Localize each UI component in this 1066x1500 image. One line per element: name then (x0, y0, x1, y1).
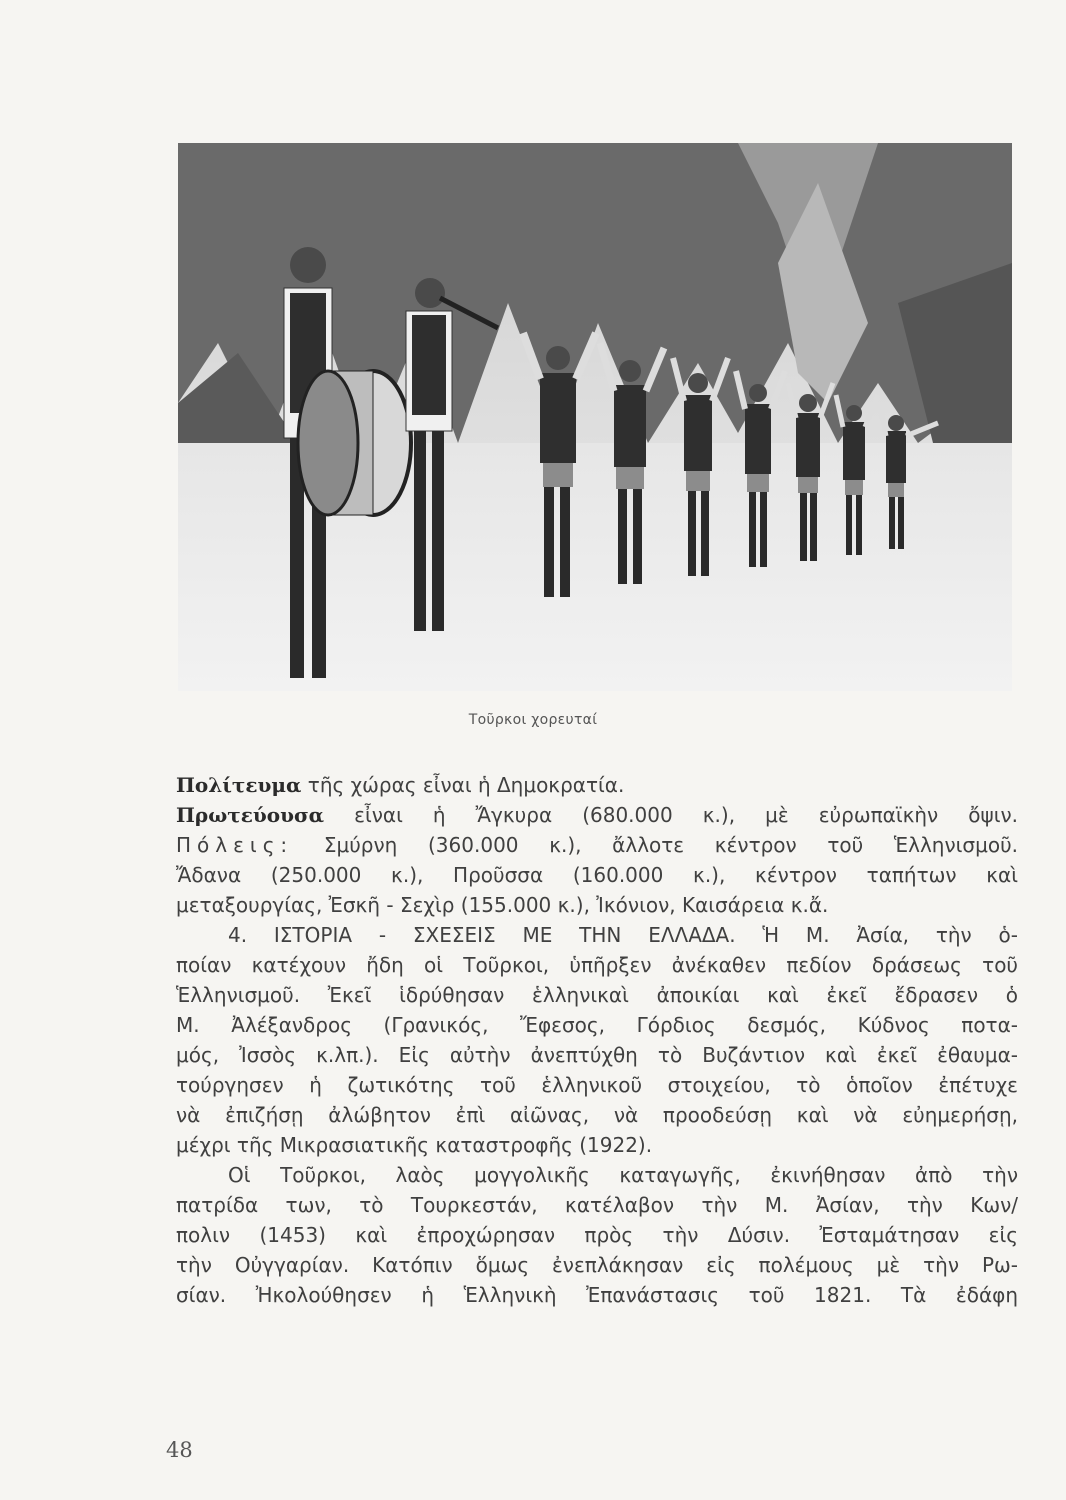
history-line-3: Ἑλληνισμοῦ. Ἐκεῖ ἱδρύθησαν ἑλληνικαὶ ἀποικίαι καὶ ἐκεῖ ἔδρασεν ὁ (176, 983, 1018, 1007)
polity-text: τῆς χώρας εἶναι ἡ Δημοκρατία. (301, 773, 625, 797)
history-line-4: Μ. Ἀλέξανδρος (Γρανικός, Ἔφεσος, Γόρδιος δεσμός, Κύδνος ποτα- (176, 1013, 1018, 1037)
cities-line (176, 830, 1018, 860)
turks-line-2: πατρίδα των, τὸ Τουρκεστάν, κατέλαβον τὴν Μ. Ἀσίαν, τὴν Κων/ (176, 1193, 1018, 1217)
cities-line-2: Ἄδανα (250.000 κ.), Προῦσσα (160.000 κ.), κέντρον ταπήτων καὶ (176, 863, 1018, 887)
page-number: 48 (166, 1438, 193, 1462)
capital-line (176, 800, 1018, 830)
turks-line-5: σίαν. Ἠκολούθησεν ἡ Ἑλληνικὴ Ἐπανάστασις τοῦ 1821. Τὰ ἐδάφη (176, 1283, 1018, 1307)
capital-text: εἶναι ἡ Ἄγκυρα (680.000 κ.), μὲ εὐρωπαϊκὴν ὄψιν. (324, 803, 1018, 827)
turks-line-1: Οἱ Τοῦρκοι, λαὸς μογγολικῆς καταγωγῆς, ἐκινήθησαν ἀπὸ τὴν (228, 1163, 1018, 1187)
turks-line-3: πολιν (1453) καὶ ἐπροχώρησαν πρὸς τὴν Δύσιν. Ἐσταμάτησαν εἰς (176, 1223, 1018, 1247)
history-line-8: μέχρι τῆς Μικρασιατικῆς καταστροφῆς (1922). (176, 1133, 653, 1157)
dancers-photo (178, 143, 1012, 691)
drum (298, 371, 411, 515)
body-text (176, 770, 1018, 1310)
history-line-2: ποίαν κατέχουν ἤδη οἱ Τοῦρκοι, ὑπῆρξεν ἀνέκαθεν πεδίον δράσεως τοῦ (176, 953, 1018, 977)
polity-line (176, 770, 1018, 800)
history-line-1: 4. ΙΣΤΟΡΙΑ - ΣΧΕΣΕΙΣ ΜΕ ΤΗΝ ΕΛΛΑΔΑ. Ἡ Μ. Ἀσία, τὴν ὁ- (228, 923, 1018, 947)
cities-text: Σμύρνη (360.000 κ.), ἄλλοτε κέντρον τοῦ Ἑλληνισμοῦ. (293, 833, 1018, 857)
cities-label: Πόλεις: (176, 833, 294, 857)
history-line-6: τούργησεν ἡ ζωτικότης τοῦ ἑλληνικοῦ στοιχείου, τὸ ὁποῖον ἐπέτυχε (176, 1073, 1018, 1097)
photo-caption: Τοῦρκοι χορευταί (468, 712, 598, 728)
capital-label: Πρωτεύουσα (176, 803, 325, 827)
turks-line-4: τὴν Οὐγγαρίαν. Κατόπιν ὅμως ἐνεπλάκησαν εἰς πολέμους μὲ τὴν Ρω- (176, 1253, 1018, 1277)
dancers-photo-drawing (178, 143, 1012, 691)
cities-line-3: μεταξουργίας, Ἐσκῆ - Σεχὶρ (155.000 κ.), Ἰκόνιον, Καισάρεια κ.ἄ. (176, 893, 829, 917)
polity-label: Πολίτευμα (176, 773, 302, 797)
history-line-5: μός, Ἰσσὸς κ.λπ.). Εἰς αὐτὴν ἀνεπτύχθη τὸ Βυζάντιον καὶ ἐκεῖ ἐθαυμα- (176, 1043, 1018, 1067)
history-line-7: νὰ ἐπιζήσῃ ἀλώβητον ἐπὶ αἰῶνας, νὰ προοδεύσῃ καὶ νὰ εὐημερήσῃ, (176, 1103, 1018, 1127)
